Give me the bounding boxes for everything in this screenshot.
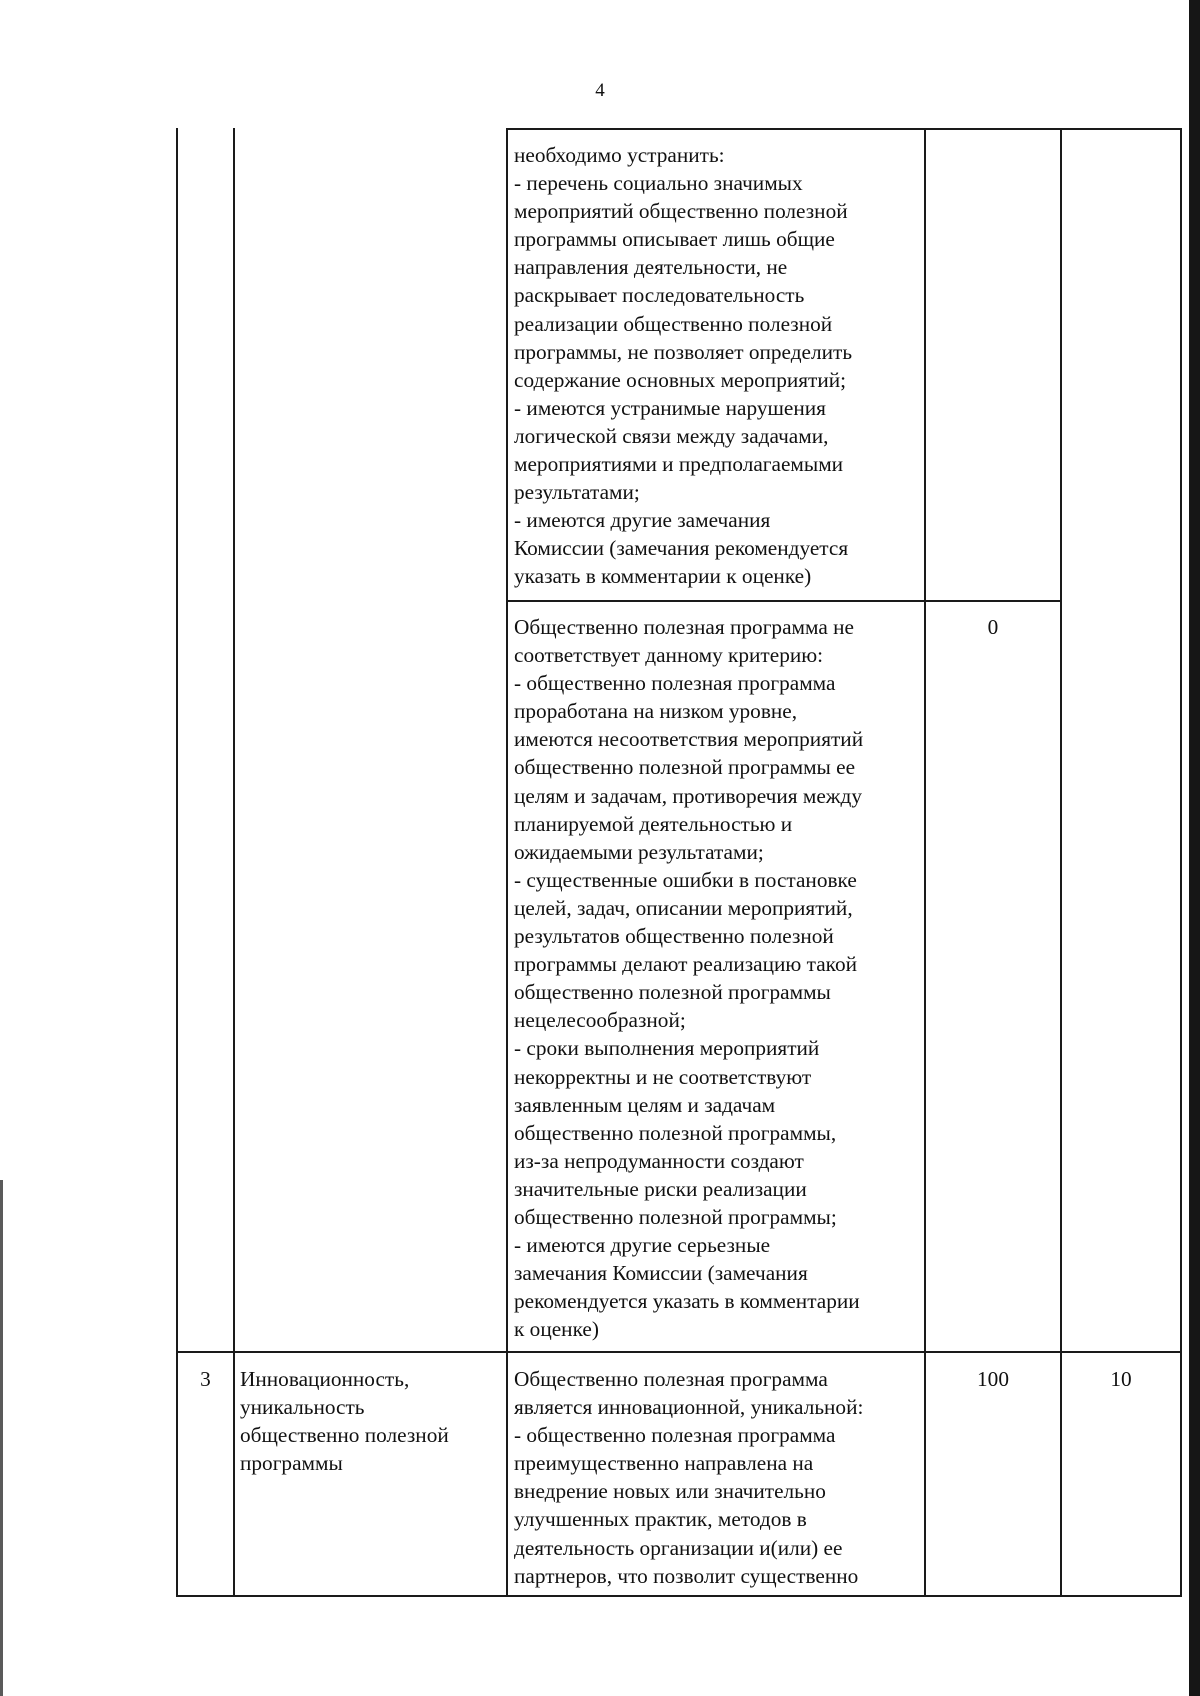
score-row-2: 0 — [987, 615, 999, 639]
criterion-text-row-2: Общественно полезная программа не соответствует данному критерию: - общественно полезная программа проработана на низком уровне, имеются несоответствия мероприятий общественно полезной программы ее целям и задачам, противоречия между планируемой деятельностью и ожидаемыми результатами; - существенные ошибки в постановке целей, задач, описании мероприятий, результатов общественно полезной программы делают реализацию такой общественно полезной программы нецелесообразной; - сроки выполнения мероприятий некорректны и не соответствуют заявленным целям и задачам общественно полезной программы, из-за непродуманности создают значительные риски реализации общественно полезной программы; - имеются другие серьезные замечания Комиссии (замечания рекомендуется указать в комментарии к оценке) — [514, 615, 864, 1342]
criteria-table — [176, 128, 1182, 1597]
table-border-bottom — [176, 1595, 1182, 1597]
criterion-name-row-3: Инновационность, уникальность общественно полезной программы — [240, 1367, 449, 1476]
row-divider-2 — [176, 1351, 1182, 1353]
row-divider-1 — [506, 600, 1062, 602]
criterion-text-row-1: необходимо устранить: - перечень социально значимых мероприятий общественно полезной программы описывает лишь общие направления деятельности, не раскрывает последовательность реализации общественно полезной программы, не позволяет определить содержание основных мероприятий; - имеются устранимые нарушения логической связи между задачами, мероприятиями и предполагаемыми результатами; - имеются другие замечания Комиссии (замечания рекомендуется указать в комментарии к оценке) — [514, 143, 853, 589]
column-divider-name — [506, 128, 508, 1597]
table-border-right — [1180, 128, 1182, 1597]
score-row-3: 100 — [977, 1367, 1009, 1391]
criterion-number-row-3: 3 — [200, 1367, 211, 1391]
scan-edge-left — [0, 1180, 3, 1696]
scan-edge-right — [1189, 0, 1200, 1696]
column-divider-number — [233, 128, 235, 1597]
table-border-top — [506, 128, 1182, 130]
page-number: 4 — [595, 80, 605, 101]
weight-row-3: 10 — [1110, 1367, 1132, 1391]
criterion-text-row-3: Общественно полезная программа является инновационной, уникальной: - общественно полезная программа преимущественно направлена на внедрение новых или значительно улучшенных практик, методов в деятельность организации и(или) ее партнеров, что позволит существенно — [514, 1367, 864, 1588]
